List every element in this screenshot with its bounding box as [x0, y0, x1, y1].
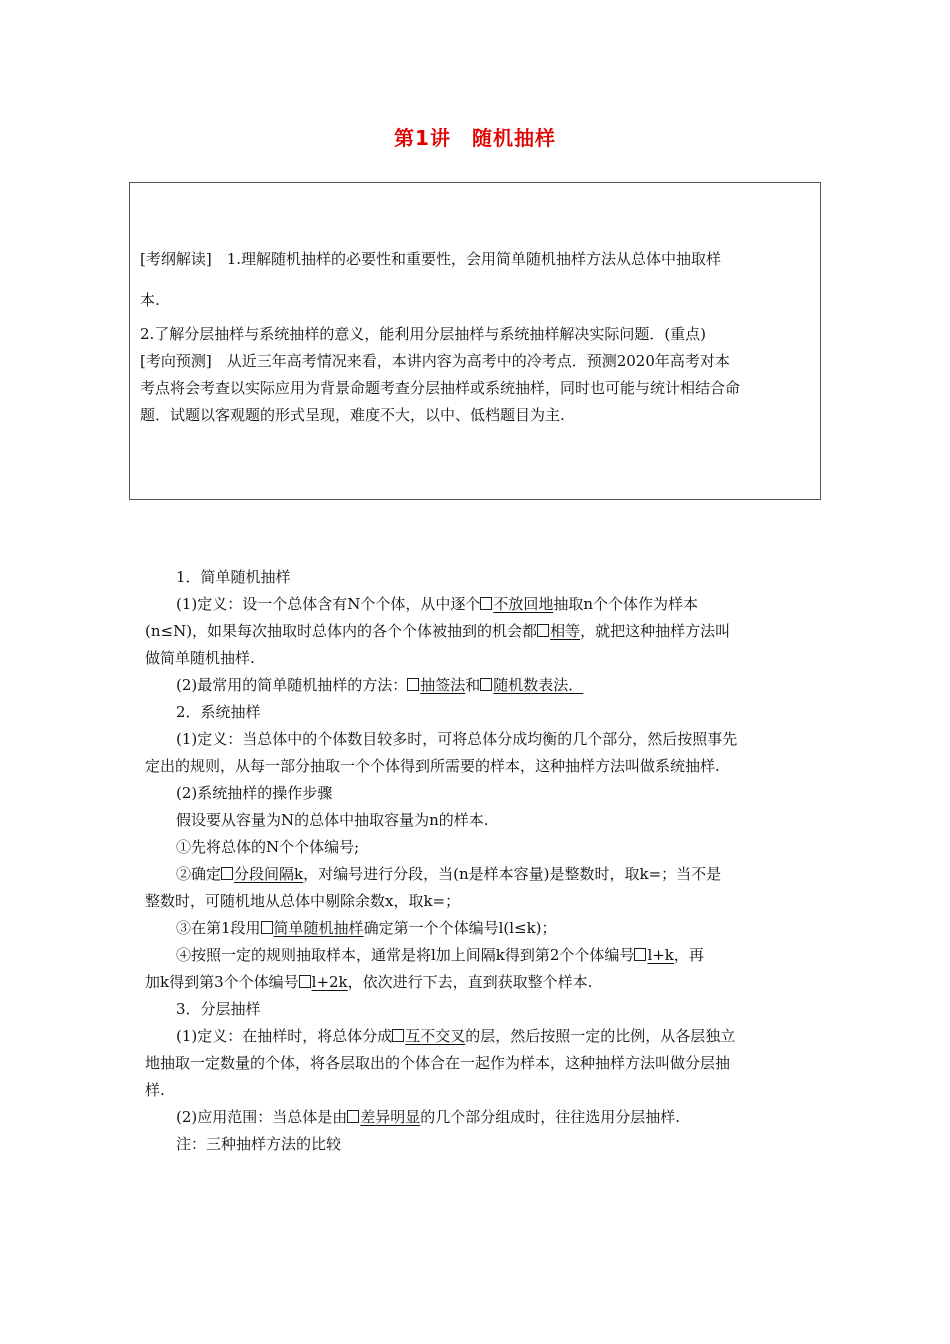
s2-assumption: 假设要从容量为N的总体中抽取容量为n的样本.: [176, 811, 489, 829]
s2-definition-line-2: 定出的规则，从每一部分抽取一个个体得到所需要的样本，这种抽样方法叫做系统抽样.: [145, 757, 720, 775]
s2-step-2: ②确定 分段间隔k，对编号进行分段，当(n是样本容量)是整数时，取k=；当不是: [176, 865, 722, 883]
s2-step-2-cont: 整数时，可随机地从总体中剔除余数x，取k=；: [145, 892, 461, 910]
s3-application: (2)应用范围：当总体是由 差异明显的几个部分组成时，往往选用分层抽样.: [176, 1108, 681, 1126]
s2-step-4: ④按照一定的规则抽取样本，通常是将l加上间隔k得到第2个个体编号 l+k，再: [176, 946, 704, 964]
s2-steps-heading: (2)系统抽样的操作步骤: [176, 784, 333, 802]
blank-box-icon: [537, 624, 549, 637]
blank-box-icon: [299, 975, 311, 988]
s3-definition-line-2: 地抽取一定数量的个体，将各层取出的个体合在一起作为样本，这种抽样方法叫做分层抽: [145, 1054, 731, 1072]
section-1-title: 1．简单随机抽样: [176, 568, 291, 586]
section-2-title: 2．系统抽样: [176, 703, 261, 721]
s1-definition-line-2: (n≤N)，如果每次抽取时总体内的各个个体被抽到的机会都 相等，就把这种抽样方法叫: [145, 622, 731, 640]
s3-definition-line-3: 样.: [145, 1081, 165, 1099]
s1-definition-line-1: (1)定义：设一个总体含有N个个体，从中逐个 不放回地抽取n个个体作为样本: [176, 595, 699, 613]
blank-box-icon: [480, 678, 492, 691]
page-title: 第1讲 随机抽样: [394, 126, 556, 150]
syllabus-line-1: [考纲解读] 1.理解随机抽样的必要性和重要性，会用简单随机抽样方法从总体中抽取样: [140, 250, 722, 268]
s2-step-1: ①先将总体的N个个体编号;: [176, 838, 360, 856]
blank-box-icon: [261, 921, 273, 934]
blank-box-icon: [407, 678, 419, 691]
forecast-line-2: 考点将会考查以实际应用为背景命题考查分层抽样或系统抽样，同时也可能与统计相结合命: [140, 379, 741, 397]
s2-step-4-cont: 加k得到第3个个体编号 l+2k，依次进行下去，直到获取整个样本.: [145, 973, 593, 991]
blank-box-icon: [480, 597, 492, 610]
blank-box-icon: [392, 1029, 404, 1042]
blank-box-icon: [221, 867, 233, 880]
section-3-title: 3．分层抽样: [176, 1000, 261, 1018]
forecast-line-3: 题．试题以客观题的形式呈现，难度不大，以中、低档题目为主.: [140, 406, 565, 424]
syllabus-line-3: 2.了解分层抽样与系统抽样的意义，能利用分层抽样与系统抽样解决实际问题．(重点): [140, 325, 707, 343]
comparison-note: 注：三种抽样方法的比较: [176, 1135, 342, 1153]
syllabus-line-2: 本.: [140, 291, 160, 309]
s1-definition-line-3: 做简单随机抽样.: [145, 649, 255, 667]
blank-box-icon: [347, 1110, 359, 1123]
blank-box-icon: [634, 948, 646, 961]
s2-definition-line-1: (1)定义：当总体中的个体数目较多时，可将总体分成均衡的几个部分，然后按照事先: [176, 730, 738, 748]
s3-definition-line-1: (1)定义：在抽样时，将总体分成 互不交叉的层，然后按照一定的比例，从各层独立: [176, 1027, 736, 1045]
s1-methods: (2)最常用的简单随机抽样的方法： 抽签法和 随机数表法．: [176, 676, 584, 694]
s2-step-3: ③在第1段用 简单随机抽样确定第一个个体编号l(l≤k)；: [176, 919, 557, 937]
forecast-line-1: [考向预测] 从近三年高考情况来看，本讲内容为高考中的冷考点．预测2020年高考对本: [140, 352, 730, 370]
